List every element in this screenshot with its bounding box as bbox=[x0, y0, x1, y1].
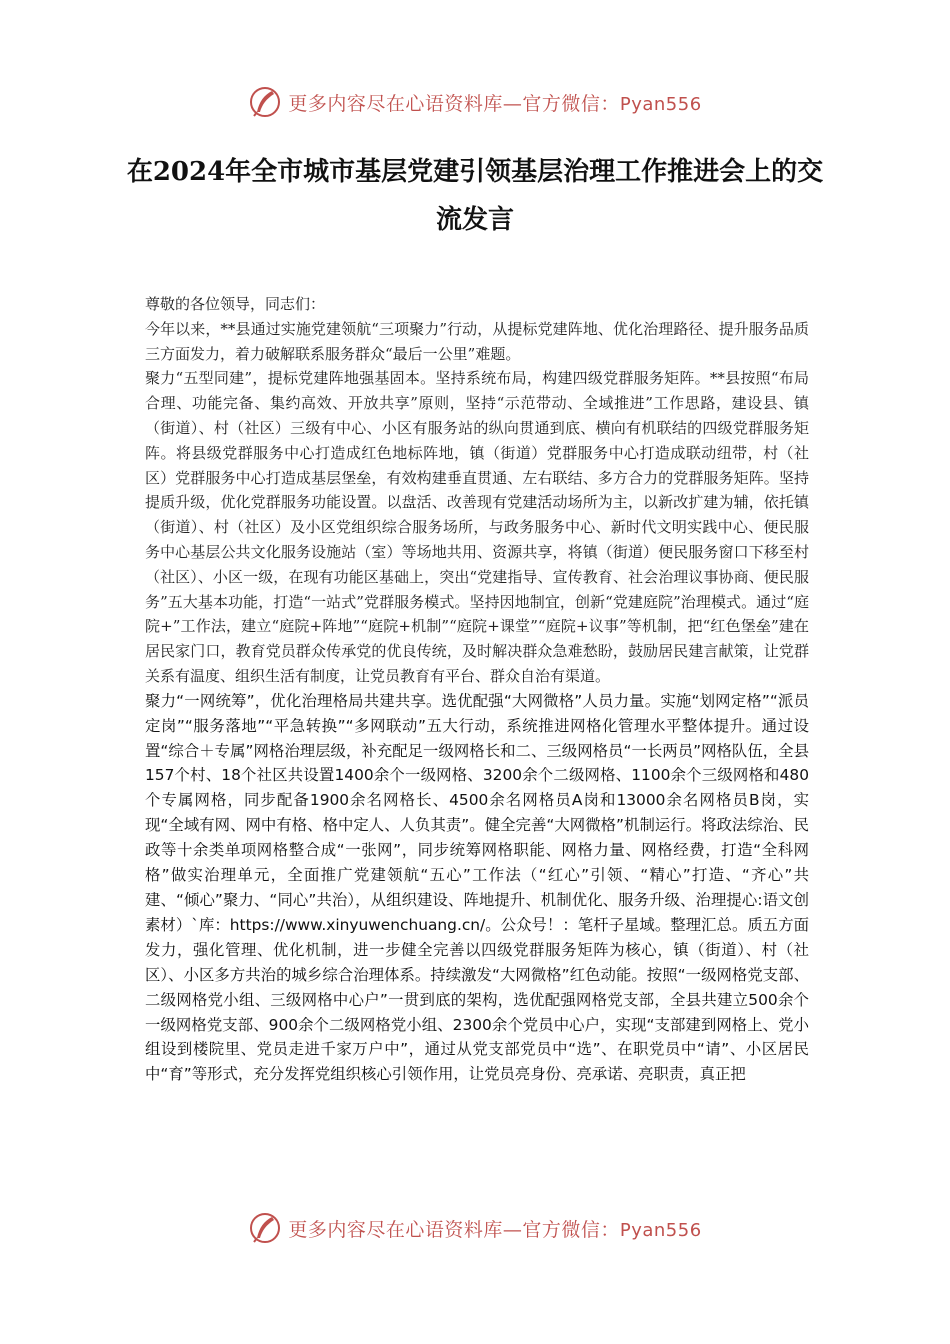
quill-pen-logo-icon bbox=[248, 1211, 282, 1245]
paragraph-2: 聚力“五型同建”，提标党建阵地强基固本。坚持系统布局，构建四级党群服务矩阵。**县按照“布局合理、功能完备、集约高效、开放共享”原则，坚持“示范带动、全域推进”工作思路，建设县、镇（街道）、村（社区）三级有中心、小区有服务站的纵向贯通到底、横向有机联结的四级党群服务矩阵。将县级党群服务中心打造成红色地标阵地，镇（街道）党群服务中心打造成联动纽带，村（社区）党群服务中心打造成基层堡垒，有效构建垂直贯通、左右联结、多方合力的党群服务矩阵。坚持提质升级，优化党群服务功能设置。以盘活、改善现有党建活动场所为主，以新改扩建为辅，依托镇（街道）、村（社区）及小区党组织综合服务场所，与政务服务中心、新时代文明实践中心、便民服务中心基层公共文化服务设施站（室）等场地共用、资源共享，将镇（街道）便民服务窗口下移至村（社区）、小区一级，在现有功能区基础上，突出“党建指导、宣传教育、社会治理议事协商、便民服务”五大基本功能，打造“一站式”党群服务模式。坚持因地制宜，创新“党建庭院”治理模式。通过“庭院+”工作法，建立“庭院+阵地”“庭院+机制”“庭院+课堂”“庭院+议事”等机制，把“红色堡垒”建在居民家门口，教育党员群众传承党的优良传统，及时解决群众急难愁盼，鼓励居民建言献策，让党群关系有温度、组织生活有制度，让党员教育有平台、群众自治有渠道。 bbox=[145, 369, 809, 685]
document-title: 在2024年全市城市基层党建引领基层治理工作推进会上的交流发言 bbox=[126, 157, 824, 235]
header-watermark-banner bbox=[0, 82, 950, 122]
paragraph-1: 今年以来，**县通过实施党建领航“三项聚力”行动，从提标党建阵地、优化治理路径、提升服务品质三方面发力，着力破解联系服务群众“最后一公里”难题。 bbox=[145, 319, 809, 363]
document-body bbox=[145, 292, 809, 1087]
paragraph-3: 聚力“一网统筹”，优化治理格局共建共享。选优配强“大网微格”人员力量。实施“划网定格”“派员定岗”“服务落地”“平急转换”“多网联动”五大行动，系统推进网格化管理水平整体提升。通过设置“综合＋专属”网格治理层级，补充配足一级网格长和二、三级网格员“一长两员”网格队伍，全县157个村、18个社区共设置1400余个一级网格、3200余个二级网格、1100余个三级网格和480个专属网格，同步配备1900余名网格长、4500余名网格员A岗和13000余名网格员B岗，实现“全域有网、网中有格、格中定人、人负其责”。健全完善“大网微格”机制运行。将政法综治、民政等十余类单项网格整合成“一张网”，同步统筹网格职能、网格力量、网格经费，打造“全科网格”做实治理单元，全面推广党建领航“五心”工作法（“红心”引领、“精心”打造、“齐心”共建、“倾心”聚力、“同心”共治），从组织建设、阵地提升、机制优化、服务升级、治理提心:语文创素材）`库：https://www.xinyuwenchuang.cn/。公众号！：笔杆子星域。整理汇总。质五方面发力，强化管理、优化机制，进一步健全完善以四级党群服务矩阵为核心，镇（街道）、村（社区）、小区多方共治的城乡综合治理体系。持续激发“大网微格”红色动能。按照“一级网格党支部、二级网格党小组、三级网格中心户”一贯到底的架构，选优配强网格党支部，全县共建立500余个一级网格党支部、900余个二级网格党小组、2300余个党员中心户，实现“支部建到网格上、党小组设到楼院里、党员走进千家万户中”，通过从党支部党员中“选”、在职党员中“请”、小区居民中“育”等形式，充分发挥党组织核心引领作用，让党员亮身份、亮承诺、亮职责，真正把 bbox=[145, 691, 809, 1084]
footer-wechat-id: Pyan556 bbox=[619, 1219, 702, 1241]
footer-watermark-banner bbox=[0, 1208, 950, 1248]
salutation: 尊敬的各位领导，同志们： bbox=[145, 295, 326, 313]
quill-pen-logo-icon bbox=[248, 85, 282, 119]
footer-banner-text bbox=[288, 1215, 701, 1242]
header-banner-text bbox=[288, 89, 701, 116]
header-wechat-id: Pyan556 bbox=[619, 93, 702, 115]
header-banner-label: 更多内容尽在心语资料库—官方微信： bbox=[288, 92, 620, 115]
footer-banner-label: 更多内容尽在心语资料库—官方微信： bbox=[288, 1218, 620, 1241]
